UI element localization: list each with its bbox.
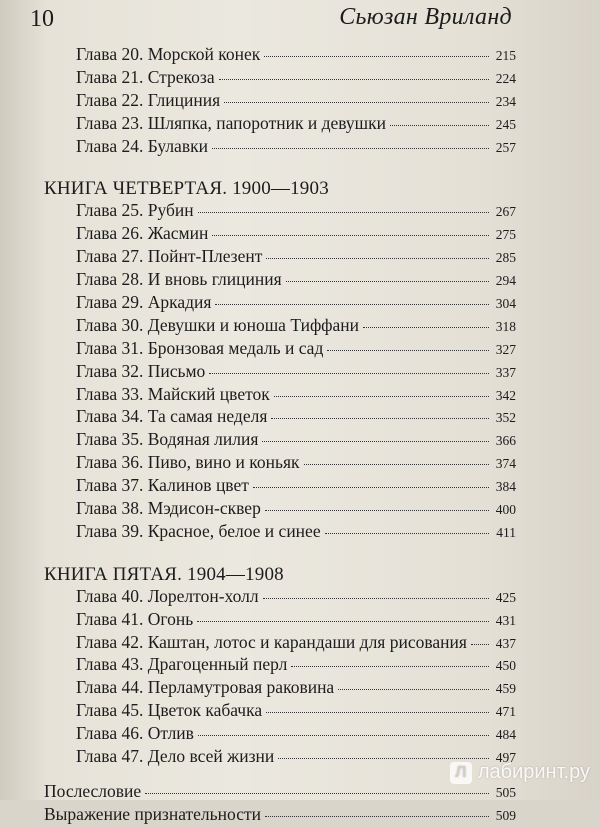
toc-page-number: 400 (495, 502, 516, 518)
toc-page-number: 267 (495, 204, 516, 220)
toc-chapter-row (44, 609, 516, 632)
toc-chapter-row (44, 90, 516, 113)
toc-page-number: 318 (495, 318, 516, 334)
toc-page-number: 437 (495, 635, 516, 651)
toc-page-number: 304 (495, 296, 516, 312)
toc-entry-title: Послесловие (44, 780, 142, 801)
toc-page-number: 497 (495, 750, 516, 766)
dot-leader (363, 327, 489, 328)
book5-title: КНИГА ПЯТАЯ. 1904—1908 (44, 563, 284, 585)
watermark-text: лабиринт.ру (477, 761, 590, 783)
dot-leader (198, 735, 489, 736)
toc-chapter-row (44, 315, 516, 338)
toc-chapter-row (44, 746, 516, 769)
running-head-author: Сьюзан Вриланд (339, 4, 512, 30)
toc-entry-title: Глава 29. Аркадия (76, 292, 212, 313)
dot-leader (274, 396, 489, 397)
toc-entry-title: Глава 24. Булавки (76, 135, 208, 156)
dot-leader (471, 644, 489, 645)
dot-leader (266, 258, 489, 259)
toc-chapter-row (44, 113, 516, 136)
toc-entry-title: Глава 41. Огонь (76, 608, 194, 629)
toc-entry-title: Глава 26. Жасмин (76, 223, 209, 244)
toc-chapter-row (44, 292, 516, 315)
toc-chapter-row (44, 521, 516, 544)
toc-chapter-row (44, 136, 516, 159)
dot-leader (291, 666, 489, 667)
toc-page-number: 342 (495, 387, 516, 403)
toc-entry-title: Глава 33. Майский цветок (76, 383, 270, 404)
toc-entry-title: Глава 20. Морской конек (76, 44, 261, 64)
toc-page-number: 459 (495, 681, 516, 697)
page-number: 10 (30, 6, 54, 32)
toc-chapter-row (44, 452, 516, 475)
toc-entry-title: Глава 31. Бронзовая медаль и сад (76, 337, 324, 358)
dot-leader (286, 281, 489, 282)
dot-leader (262, 441, 489, 442)
toc-entry-title: Выражение признательности (44, 803, 261, 824)
dot-leader (219, 79, 489, 80)
toc-page-number: 374 (495, 456, 516, 472)
toc-entry-title: Глава 32. Письмо (76, 360, 206, 381)
toc-chapter-row (44, 586, 516, 609)
toc-chapter-row (44, 475, 516, 498)
toc-entry-title: Глава 43. Драгоценный перл (76, 654, 288, 675)
toc-chapter-row (44, 246, 516, 269)
dot-leader (209, 373, 489, 374)
labirint-logo-icon: Л (450, 762, 472, 784)
toc-chapter-row (44, 223, 516, 246)
toc-chapter-row (44, 632, 516, 655)
toc-chapter-row (44, 361, 516, 384)
toc-page-number: 505 (495, 784, 516, 800)
dot-leader (253, 487, 489, 488)
dot-leader (278, 758, 489, 759)
toc-chapter-row (44, 700, 516, 723)
toc-chapter-row (44, 269, 516, 292)
dot-leader (325, 533, 489, 534)
dot-leader (212, 148, 489, 149)
toc-page-number: 245 (495, 116, 516, 132)
dot-leader (304, 464, 490, 465)
dot-leader (265, 816, 489, 817)
dot-leader (265, 510, 489, 511)
toc-chapter-row (44, 498, 516, 521)
dot-leader (145, 793, 489, 794)
spacer (44, 769, 516, 781)
toc-entry-title: Глава 38. Мэдисон-сквер (76, 498, 261, 519)
toc-chapter-row (44, 44, 516, 67)
toc-entry-title: Глава 25. Рубин (76, 200, 194, 221)
watermark (450, 761, 590, 784)
book3-chapter-list (44, 44, 516, 158)
toc-page-number: 337 (495, 364, 516, 380)
toc-entry-title: Глава 42. Каштан, лотос и карандаши для рисования (76, 631, 467, 652)
dot-leader (212, 235, 489, 236)
toc-chapter-row (44, 67, 516, 90)
toc-page-number: 384 (495, 479, 516, 495)
dot-leader (215, 304, 489, 305)
toc-entry-title: Глава 35. Водяная лилия (76, 429, 259, 450)
toc-entry-title: Глава 47. Дело всей жизни (76, 746, 275, 767)
toc-page-number: 411 (496, 524, 516, 540)
toc-page-number: 224 (495, 70, 516, 86)
toc-page-number: 215 (495, 48, 516, 63)
toc-chapter-row (44, 654, 516, 677)
dot-leader (263, 598, 489, 599)
toc-page-number: 327 (495, 341, 516, 357)
toc-page-number: 509 (495, 807, 516, 823)
toc-entry-title: Глава 40. Лорелтон-холл (76, 585, 259, 606)
dot-leader (198, 212, 489, 213)
dot-leader (327, 350, 489, 351)
page-header (20, 4, 512, 38)
toc-page-number: 352 (495, 410, 516, 426)
toc-page-number: 294 (495, 273, 516, 289)
toc-page-number: 366 (495, 433, 516, 449)
toc-entry-title: Глава 30. Девушки и юноша Тиффани (76, 314, 360, 335)
toc-entry-title: Глава 28. И вновь глициния (76, 269, 282, 290)
toc-chapter-row (44, 384, 516, 407)
toc-chapter-row (44, 429, 516, 452)
toc-chapter-row (44, 677, 516, 700)
toc-entry-title: Глава 39. Красное, белое и синее (76, 520, 321, 541)
toc-page-number: 234 (495, 93, 516, 109)
toc-entry-title: Глава 46. Отлив (76, 723, 194, 744)
toc-chapter-row (44, 723, 516, 746)
toc-entry-title: Глава 37. Калинов цвет (76, 475, 249, 496)
toc-entry-title: Глава 21. Стрекоза (76, 66, 215, 87)
toc-chapter-row (44, 200, 516, 223)
toc-entry-title: Глава 45. Цветок кабачка (76, 700, 263, 721)
toc-page-number: 257 (495, 139, 516, 155)
toc-page-number: 471 (495, 704, 516, 720)
table-of-contents (44, 44, 516, 827)
toc-backmatter-row (44, 781, 516, 804)
toc-page-number: 425 (495, 589, 516, 605)
toc-page-number: 285 (495, 250, 516, 266)
toc-entry-title: Глава 44. Перламутровая раковина (76, 677, 335, 698)
dot-leader (338, 689, 489, 690)
book5-chapter-list (44, 586, 516, 769)
book4-title: КНИГА ЧЕТВЕРТАЯ. 1900—1903 (44, 178, 329, 200)
dot-leader (266, 712, 489, 713)
dot-leader (197, 621, 489, 622)
dot-leader (264, 56, 489, 57)
toc-entry-title: Глава 36. Пиво, вино и коньяк (76, 452, 300, 473)
toc-entry-title: Глава 27. Пойнт-Плезент (76, 246, 263, 267)
toc-entry-title: Глава 34. Та самая неделя (76, 406, 268, 427)
dot-leader (224, 102, 489, 103)
toc-page-number: 431 (495, 612, 516, 628)
dot-leader (271, 418, 489, 419)
dot-leader (390, 125, 489, 126)
toc-page-number: 450 (495, 658, 516, 674)
toc-chapter-row (44, 406, 516, 429)
toc-entry-title: Глава 23. Шляпка, папоротник и девушки (76, 112, 386, 133)
toc-chapter-row (44, 338, 516, 361)
book4-chapter-list (44, 200, 516, 543)
toc-entry-title: Глава 22. Глициния (76, 89, 221, 110)
toc-backmatter-row (44, 804, 516, 827)
backmatter-list (44, 781, 516, 827)
toc-page-number: 484 (495, 727, 516, 743)
toc-page-number: 275 (495, 227, 516, 243)
